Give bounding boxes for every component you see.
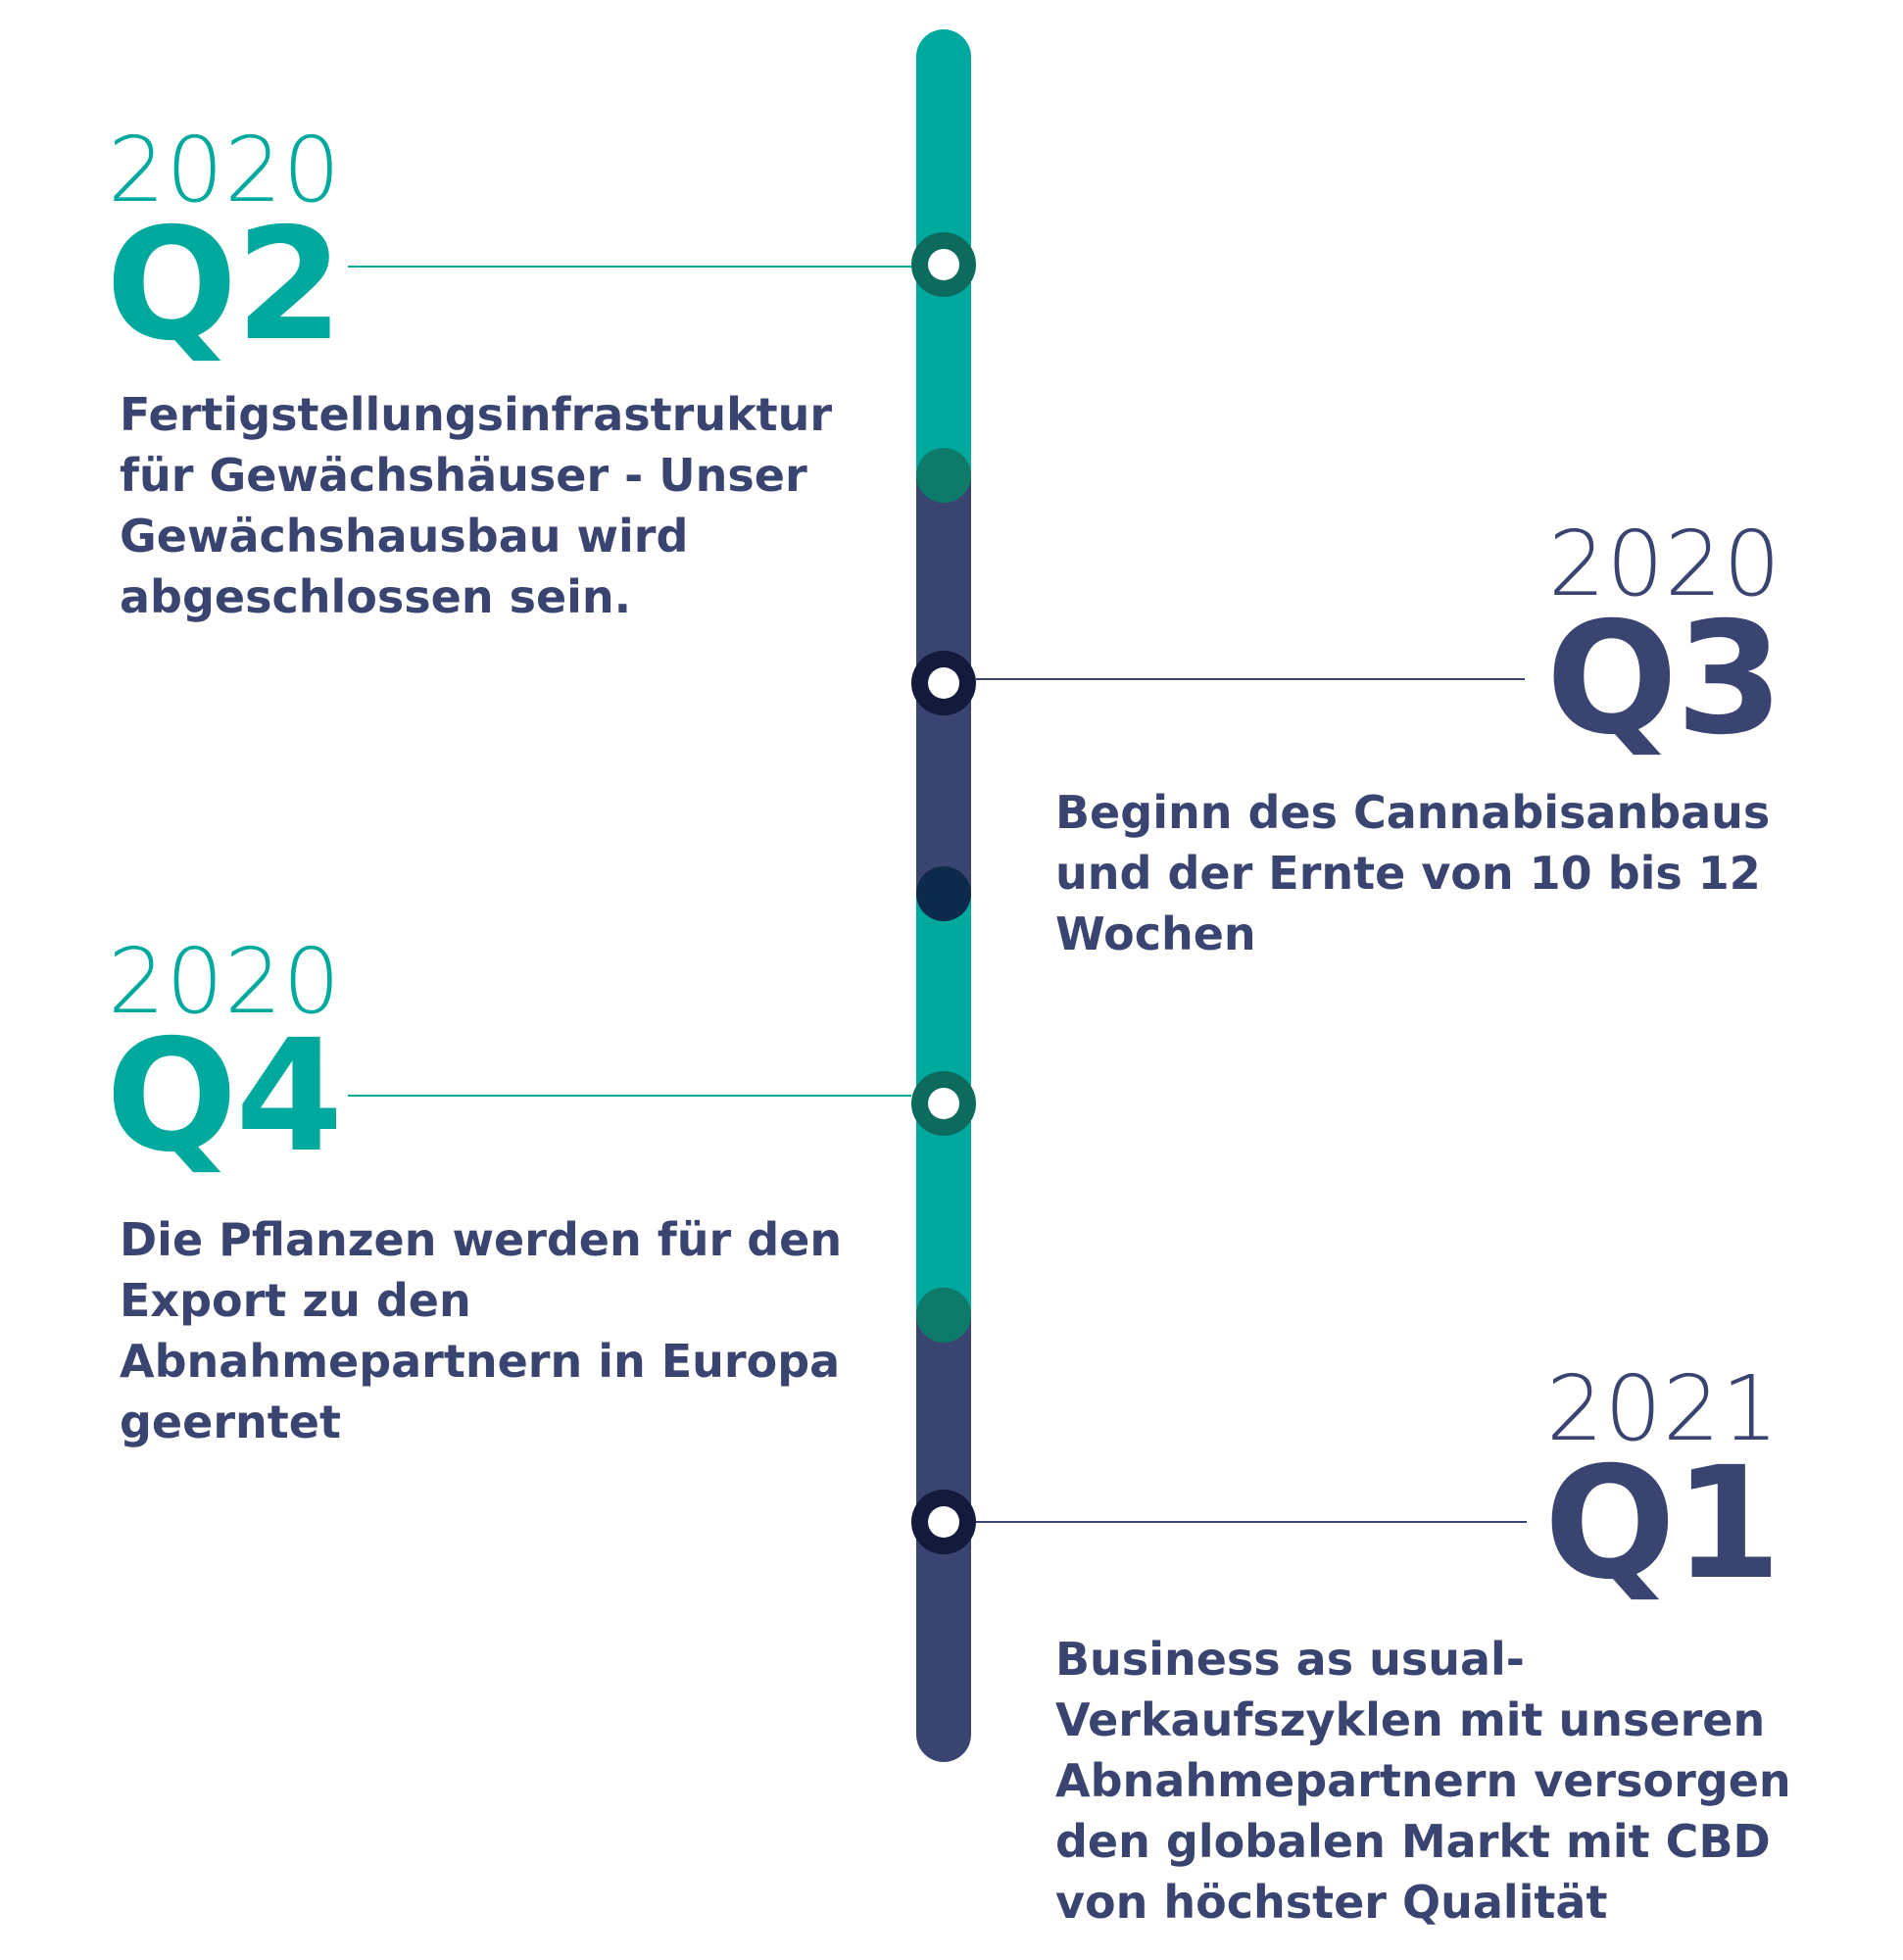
milestone-year-q1: 2021 [1545,1356,1780,1461]
milestone-quarter-q2: Q2 [106,195,342,375]
milestone-node-q4 [911,1071,976,1136]
timeline-bar [916,57,971,1735]
segment-joint-1 [916,448,971,503]
milestone-description-q1: Business as usual-Verkaufszyklen mit unseren Abnahmepartnern versorgen den globalen Markt mit CBD von höchster Qualität [1055,1633,1791,1929]
segment-joint-2 [916,866,971,921]
milestone-year-q4: 2020 [108,929,342,1034]
milestone-node-q2 [911,232,976,297]
milestone-node-q3 [911,651,976,715]
milestone-description-q2: Fertigstellungsinfrastruktur für Gewächshäuser - Unser Gewächshausbau wird abgeschlossen sein. [120,388,833,623]
milestone-quarter-q3: Q3 [1545,589,1781,769]
segment-joint-3 [916,1288,971,1343]
milestone-description-q4: Die Pflanzen werden für den Export zu den Abnahmepartnern in Europa geerntet [120,1213,843,1448]
milestone-year-q3: 2020 [1547,512,1781,616]
milestone-year-q2: 2020 [108,118,342,222]
milestone-node-q1 [911,1490,976,1554]
milestone-quarter-q4: Q4 [106,1006,342,1187]
milestone-description-q3: Beginn des Cannabisanbaus und der Ernte von 10 bis 12 Wochen [1055,786,1771,960]
milestone-quarter-q1: Q1 [1543,1434,1780,1614]
